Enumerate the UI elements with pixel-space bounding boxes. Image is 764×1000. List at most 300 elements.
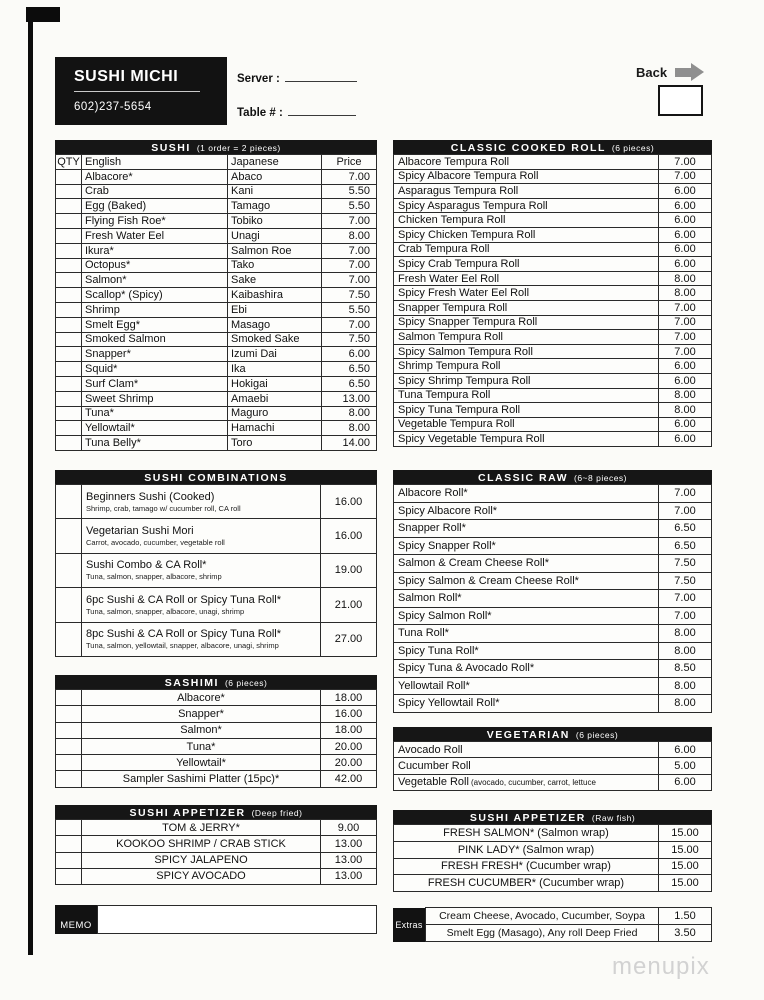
- combo-row: [55, 622, 377, 657]
- item-price: 5.50: [348, 200, 370, 213]
- menu-row: [393, 757, 712, 774]
- menu-row: [393, 358, 712, 374]
- item-name: Shrimp Tempura Roll: [394, 359, 659, 373]
- menu-row: [393, 607, 712, 626]
- item-price: 27.00: [334, 633, 363, 646]
- item-name: FRESH SALMON* (Salmon wrap): [394, 825, 659, 841]
- table-header-row: [55, 154, 377, 170]
- item-name: Spicy Vegetable Tempura Roll: [394, 432, 659, 446]
- section-title: SUSHI APPETIZER: [129, 806, 246, 819]
- section-subtitle: (6~8 pieces): [573, 472, 627, 483]
- combo-row: [55, 553, 377, 588]
- qty-cell: [56, 244, 82, 258]
- extras-section: [393, 908, 712, 942]
- menu-row: [393, 344, 712, 360]
- item-name: PINK LADY* (Salmon wrap): [394, 842, 659, 858]
- item-name: Snapper*: [82, 706, 321, 721]
- menu-row: [393, 271, 712, 287]
- menu-row: [55, 770, 377, 787]
- item-price: 18.00: [334, 691, 363, 704]
- item-name: Spicy Salmon Roll*: [394, 608, 659, 625]
- item-price: 20.00: [334, 756, 363, 769]
- item-description: Carrot, avocado, cucumber, vegetable roll: [86, 538, 225, 548]
- item-english: Surf Clam*: [82, 377, 228, 391]
- item-name: 6pc Sushi & CA Roll or Spicy Tuna Roll*: [86, 593, 282, 606]
- menu-row: [393, 256, 712, 272]
- menu-row: [393, 183, 712, 199]
- item-name: Spicy Snapper Roll*: [394, 538, 659, 555]
- item-price: 6.00: [674, 228, 696, 241]
- item-price: 7.00: [674, 330, 696, 343]
- qty-cell: [56, 436, 82, 450]
- section-subtitle: (Deep fried): [251, 807, 303, 818]
- scan-corner-artifact: [26, 7, 60, 22]
- item-name: SPICY JALAPENO: [82, 853, 321, 868]
- item-price: 6.00: [674, 214, 696, 227]
- item-price: 8.00: [674, 287, 696, 300]
- item-price: 15.00: [671, 877, 699, 890]
- item-english: Ikura*: [82, 244, 228, 258]
- qty-cell: [56, 273, 82, 287]
- item-name: Spicy Shrimp Tempura Roll: [394, 374, 659, 388]
- classic-raw-section: [393, 470, 712, 713]
- item-english: Tuna Belly*: [82, 436, 228, 450]
- item-price: 7.00: [674, 504, 696, 517]
- qty-cell: [56, 723, 82, 738]
- menu-row: [393, 373, 712, 389]
- back-label[interactable]: Back: [636, 64, 668, 80]
- item-name: Spicy Salmon Tempura Roll: [394, 345, 659, 359]
- item-price: 7.00: [348, 259, 370, 272]
- restaurant-phone: 602)237-5654: [74, 101, 152, 113]
- section-title: CLASSIC COOKED ROLL: [450, 141, 606, 154]
- item-english: Salmon*: [82, 273, 228, 287]
- combo-info: [82, 554, 321, 587]
- item-price: 7.00: [674, 301, 696, 314]
- qty-cell: [56, 362, 82, 376]
- item-price: 16.00: [334, 495, 363, 508]
- item-name: Cream Cheese, Avocado, Cucumber, Soypa: [426, 908, 659, 924]
- item-price: 20.00: [334, 740, 363, 753]
- cooked-roll-section: [393, 140, 712, 447]
- item-japanese: Ebi: [228, 303, 322, 317]
- item-name: Spicy Chicken Tempura Roll: [394, 228, 659, 242]
- item-price: 18.00: [334, 724, 363, 737]
- menu-row: [393, 169, 712, 185]
- item-english: Smoked Salmon: [82, 333, 228, 347]
- item-name-cell: [394, 742, 659, 757]
- item-japanese: Maguro: [228, 407, 322, 421]
- item-name: Vegetable Roll: [398, 776, 469, 789]
- item-name: FRESH CUCUMBER* (Cucumber wrap): [394, 875, 659, 891]
- section-subtitle: (1 order = 2 pieces): [196, 142, 281, 153]
- item-price: 8.00: [348, 422, 370, 435]
- item-price: 6.50: [674, 522, 696, 535]
- item-name: Cucumber Roll: [398, 759, 471, 772]
- section-title: SASHIMI: [164, 676, 219, 689]
- qty-cell: [56, 185, 82, 199]
- menu-row: [393, 694, 712, 713]
- qty-cell: [56, 377, 82, 391]
- item-name: Spicy Yellowtail Roll*: [394, 695, 659, 712]
- qty-cell: [56, 588, 82, 621]
- sushi-table-body: [55, 169, 377, 451]
- item-price: 1.50: [674, 910, 696, 922]
- menu-row: [55, 705, 377, 722]
- menu-row: [393, 824, 712, 842]
- restaurant-logo-box: [55, 57, 227, 125]
- table-row: [55, 302, 377, 318]
- column-header-japanese: Japanese: [228, 155, 322, 169]
- table-row: [55, 243, 377, 259]
- combo-row: [55, 587, 377, 622]
- qty-cell: [56, 836, 82, 851]
- appetizer-raw-list: [393, 824, 712, 892]
- menu-row: [393, 589, 712, 608]
- item-name: Spicy Salmon & Cream Cheese Roll*: [394, 573, 659, 590]
- item-name: Fresh Water Eel Roll: [394, 272, 659, 286]
- item-name: Salmon Tempura Roll: [394, 330, 659, 344]
- item-price: 8.00: [674, 272, 696, 285]
- item-price: 16.00: [334, 530, 363, 543]
- extras-list: [425, 908, 712, 942]
- item-description: Tuna, salmon, yellowtail, snapper, albacore, unagi, shrimp: [86, 641, 279, 651]
- cooked-roll-section-header: [393, 140, 712, 155]
- item-english: Sweet Shrimp: [82, 392, 228, 406]
- item-japanese: Tako: [228, 259, 322, 273]
- item-price: 8.00: [674, 627, 696, 640]
- item-price: 21.00: [334, 598, 363, 611]
- back-button[interactable]: [636, 63, 704, 81]
- item-price: 7.00: [674, 155, 696, 168]
- item-english: Egg (Baked): [82, 199, 228, 213]
- combo-info: [82, 519, 321, 552]
- cooked-roll-list: [393, 154, 712, 447]
- menu-row: [393, 774, 712, 791]
- logo-divider: [74, 91, 200, 92]
- table-row: [55, 391, 377, 407]
- menu-row: [55, 852, 377, 869]
- combo-row: [55, 518, 377, 553]
- menupix-watermark: menupix: [612, 953, 710, 980]
- qty-cell: [56, 347, 82, 361]
- item-japanese: Sake: [228, 273, 322, 287]
- item-name-cell: [394, 758, 659, 773]
- item-english: Flying Fish Roe*: [82, 214, 228, 228]
- item-price: 13.00: [334, 837, 363, 850]
- item-name: Chicken Tempura Roll: [394, 213, 659, 227]
- item-name: Spicy Tuna & Avocado Roll*: [394, 660, 659, 677]
- item-price: 15.00: [671, 826, 699, 839]
- item-english: Squid*: [82, 362, 228, 376]
- item-name: KOOKOO SHRIMP / CRAB STICK: [82, 836, 321, 851]
- item-japanese: Masago: [228, 318, 322, 332]
- combinations-list: [55, 484, 377, 657]
- qty-cell: [56, 820, 82, 835]
- table-number-label: Table # :: [237, 107, 283, 119]
- item-price: 7.00: [674, 345, 696, 358]
- item-name: Snapper Tempura Roll: [394, 301, 659, 315]
- sushi-section-header: [55, 140, 377, 155]
- item-english: Fresh Water Eel: [82, 229, 228, 243]
- menu-row: [393, 198, 712, 214]
- menu-row: [393, 858, 712, 876]
- appetizer-raw-section-header: [393, 810, 712, 825]
- table-row: [55, 213, 377, 229]
- table-row: [55, 287, 377, 303]
- section-title: VEGETARIAN: [486, 728, 570, 741]
- item-price: 7.50: [348, 289, 370, 302]
- qty-cell: [56, 690, 82, 705]
- table-row: [55, 198, 377, 214]
- item-price: 3.50: [674, 927, 696, 939]
- item-japanese: Toro: [228, 436, 322, 450]
- item-price: 8.00: [348, 407, 370, 420]
- item-price: 8.00: [674, 389, 696, 402]
- item-price: 7.00: [674, 170, 696, 183]
- item-japanese: Abaco: [228, 170, 322, 184]
- item-name: 8pc Sushi & CA Roll or Spicy Tuna Roll*: [86, 628, 282, 641]
- item-price: 6.00: [674, 374, 696, 387]
- qty-cell: [56, 771, 82, 786]
- menu-row: [393, 431, 712, 447]
- item-japanese: Hokigai: [228, 377, 322, 391]
- qty-cell: [56, 214, 82, 228]
- menu-row: [393, 212, 712, 228]
- item-japanese: Amaebi: [228, 392, 322, 406]
- qty-cell: [56, 392, 82, 406]
- item-name: FRESH FRESH* (Cucumber wrap): [394, 859, 659, 875]
- item-price: 15.00: [671, 843, 699, 856]
- vegetarian-section: [393, 727, 712, 791]
- table-row: [55, 361, 377, 377]
- qty-cell: [56, 853, 82, 868]
- menu-row: [55, 835, 377, 852]
- item-price: 7.00: [674, 609, 696, 622]
- item-price: 13.00: [334, 854, 363, 867]
- table-row: [55, 406, 377, 422]
- table-row: [55, 169, 377, 185]
- memo-section: [55, 905, 377, 934]
- menu-row: [55, 819, 377, 836]
- item-price: 6.00: [674, 184, 696, 197]
- item-price: 13.00: [334, 870, 363, 883]
- section-title: SUSHI COMBINATIONS: [144, 471, 288, 484]
- qty-cell: [56, 485, 82, 518]
- item-price: 7.00: [348, 170, 370, 183]
- item-english: Crab: [82, 185, 228, 199]
- item-english: Yellowtail*: [82, 421, 228, 435]
- table-number-blank-line: [288, 106, 356, 116]
- menu-row: [393, 388, 712, 404]
- item-english: Scallop* (Spicy): [82, 288, 228, 302]
- server-blank-line: [285, 72, 357, 82]
- menu-row: [393, 841, 712, 859]
- section-title: SUSHI: [151, 141, 191, 154]
- item-name: Avocado Roll: [398, 743, 463, 756]
- qty-cell: [56, 229, 82, 243]
- qty-cell: [56, 755, 82, 770]
- menu-row: [393, 519, 712, 538]
- item-price: 5.50: [348, 303, 370, 316]
- item-price: 8.00: [348, 229, 370, 242]
- server-field: [237, 72, 357, 85]
- item-price: 8.00: [674, 697, 696, 710]
- item-name: Spicy Snapper Tempura Roll: [394, 316, 659, 330]
- section-title: CLASSIC RAW: [477, 471, 568, 484]
- sushi-combinations-section: [55, 470, 377, 657]
- table-row: [55, 228, 377, 244]
- menu-row: [393, 242, 712, 258]
- menu-row: [393, 677, 712, 696]
- item-japanese: Tobiko: [228, 214, 322, 228]
- qty-cell: [56, 333, 82, 347]
- item-name: Spicy Tuna Tempura Roll: [394, 403, 659, 417]
- table-row: [55, 258, 377, 274]
- item-name: Albacore Roll*: [394, 485, 659, 502]
- menu-row: [393, 642, 712, 661]
- table-row: [55, 420, 377, 436]
- menu-row: [393, 329, 712, 345]
- combo-info: [82, 623, 321, 656]
- item-price: 7.00: [348, 215, 370, 228]
- item-price: 19.00: [334, 564, 363, 577]
- item-name: Albacore*: [82, 690, 321, 705]
- appetizer-fried-section-header: [55, 805, 377, 820]
- item-name: Salmon*: [82, 723, 321, 738]
- section-title: SUSHI APPETIZER: [469, 811, 586, 824]
- menu-row: [393, 741, 712, 758]
- vegetarian-section-header: [393, 727, 712, 742]
- back-arrow-icon[interactable]: [675, 63, 704, 81]
- menu-row: [393, 624, 712, 643]
- item-name: Tuna*: [82, 739, 321, 754]
- item-english: Albacore*: [82, 170, 228, 184]
- menu-row: [55, 868, 377, 885]
- vegetarian-list: [393, 741, 712, 791]
- menu-row: [55, 738, 377, 755]
- thumbnail-box[interactable]: [658, 85, 703, 116]
- item-name: Beginners Sushi (Cooked): [86, 490, 215, 503]
- item-name: Spicy Albacore Tempura Roll: [394, 170, 659, 184]
- memo-label: MEMO: [55, 905, 97, 934]
- item-name: Yellowtail*: [82, 755, 321, 770]
- column-header-qty: QTY: [56, 155, 82, 169]
- item-english: Tuna*: [82, 407, 228, 421]
- item-price: 6.00: [674, 743, 696, 756]
- item-name: Spicy Asparagus Tempura Roll: [394, 199, 659, 213]
- item-name: Spicy Albacore Roll*: [394, 503, 659, 520]
- item-name: Salmon Roll*: [394, 590, 659, 607]
- qty-cell: [56, 407, 82, 421]
- item-english: Snapper*: [82, 347, 228, 361]
- item-price: 6.00: [674, 418, 696, 431]
- item-name: Smelt Egg (Masago), Any roll Deep Fried: [426, 925, 659, 941]
- item-name: Salmon & Cream Cheese Roll*: [394, 555, 659, 572]
- menu-row: [55, 722, 377, 739]
- item-name: Spicy Fresh Water Eel Roll: [394, 286, 659, 300]
- table-row: [55, 376, 377, 392]
- item-price: 6.00: [674, 199, 696, 212]
- item-price: 5.00: [674, 759, 696, 772]
- item-price: 6.00: [674, 433, 696, 446]
- item-price: 8.00: [674, 403, 696, 416]
- item-name: Tuna Tempura Roll: [394, 389, 659, 403]
- menu-row: [393, 300, 712, 316]
- menu-row: [393, 227, 712, 243]
- item-name: Vegetarian Sushi Mori: [86, 525, 194, 538]
- combo-info: [82, 485, 321, 518]
- item-name: Spicy Tuna Roll*: [394, 643, 659, 660]
- item-name: Yellowtail Roll*: [394, 678, 659, 695]
- classic-raw-section-header: [393, 470, 712, 485]
- item-japanese: Izumi Dai: [228, 347, 322, 361]
- item-price: 6.00: [674, 257, 696, 270]
- item-price: 7.50: [348, 333, 370, 346]
- menu-row: [393, 554, 712, 573]
- qty-cell: [56, 869, 82, 884]
- menu-row: [393, 315, 712, 331]
- qty-cell: [56, 421, 82, 435]
- qty-cell: [56, 623, 82, 656]
- item-japanese: Salmon Roe: [228, 244, 322, 258]
- combo-row: [55, 484, 377, 519]
- menu-row: [393, 417, 712, 433]
- menu-row: [393, 572, 712, 591]
- table-row: [55, 317, 377, 333]
- menu-row: [55, 689, 377, 706]
- column-header-price: Price: [336, 155, 362, 168]
- menu-row: [393, 154, 712, 170]
- qty-cell: [56, 303, 82, 317]
- item-name: Vegetable Tempura Roll: [394, 418, 659, 432]
- item-japanese: Smoked Sake: [228, 333, 322, 347]
- qty-cell: [56, 318, 82, 332]
- menu-row: [55, 754, 377, 771]
- item-english: Smelt Egg*: [82, 318, 228, 332]
- item-name: Tuna Roll*: [394, 625, 659, 642]
- restaurant-name: SUSHI MICHI: [74, 68, 179, 85]
- menu-row: [393, 484, 712, 503]
- item-description: (avocado, cucumber, carrot, lettuce: [470, 777, 596, 787]
- item-english: Shrimp: [82, 303, 228, 317]
- qty-cell: [56, 259, 82, 273]
- item-price: 7.00: [674, 316, 696, 329]
- item-price: 16.00: [334, 707, 363, 720]
- item-price: 7.00: [348, 244, 370, 257]
- combo-info: [82, 588, 321, 621]
- item-price: 8.00: [674, 679, 696, 692]
- qty-cell: [56, 288, 82, 302]
- item-price: 9.00: [337, 821, 360, 834]
- table-row: [55, 332, 377, 348]
- item-english: Octopus*: [82, 259, 228, 273]
- item-price: 6.00: [674, 776, 696, 789]
- item-name: Crab Tempura Roll: [394, 243, 659, 257]
- menu-row: [393, 502, 712, 521]
- appetizer-fried-section: [55, 805, 377, 885]
- appetizer-fried-list: [55, 819, 377, 885]
- item-name: Sampler Sashimi Platter (15pc)*: [82, 771, 321, 786]
- sushi-section: [55, 140, 377, 451]
- qty-cell: [56, 706, 82, 721]
- item-name: Spicy Crab Tempura Roll: [394, 257, 659, 271]
- server-label: Server :: [237, 73, 280, 85]
- menu-row: [393, 659, 712, 678]
- item-price: 6.50: [348, 363, 370, 376]
- item-name: TOM & JERRY*: [82, 820, 321, 835]
- item-japanese: Unagi: [228, 229, 322, 243]
